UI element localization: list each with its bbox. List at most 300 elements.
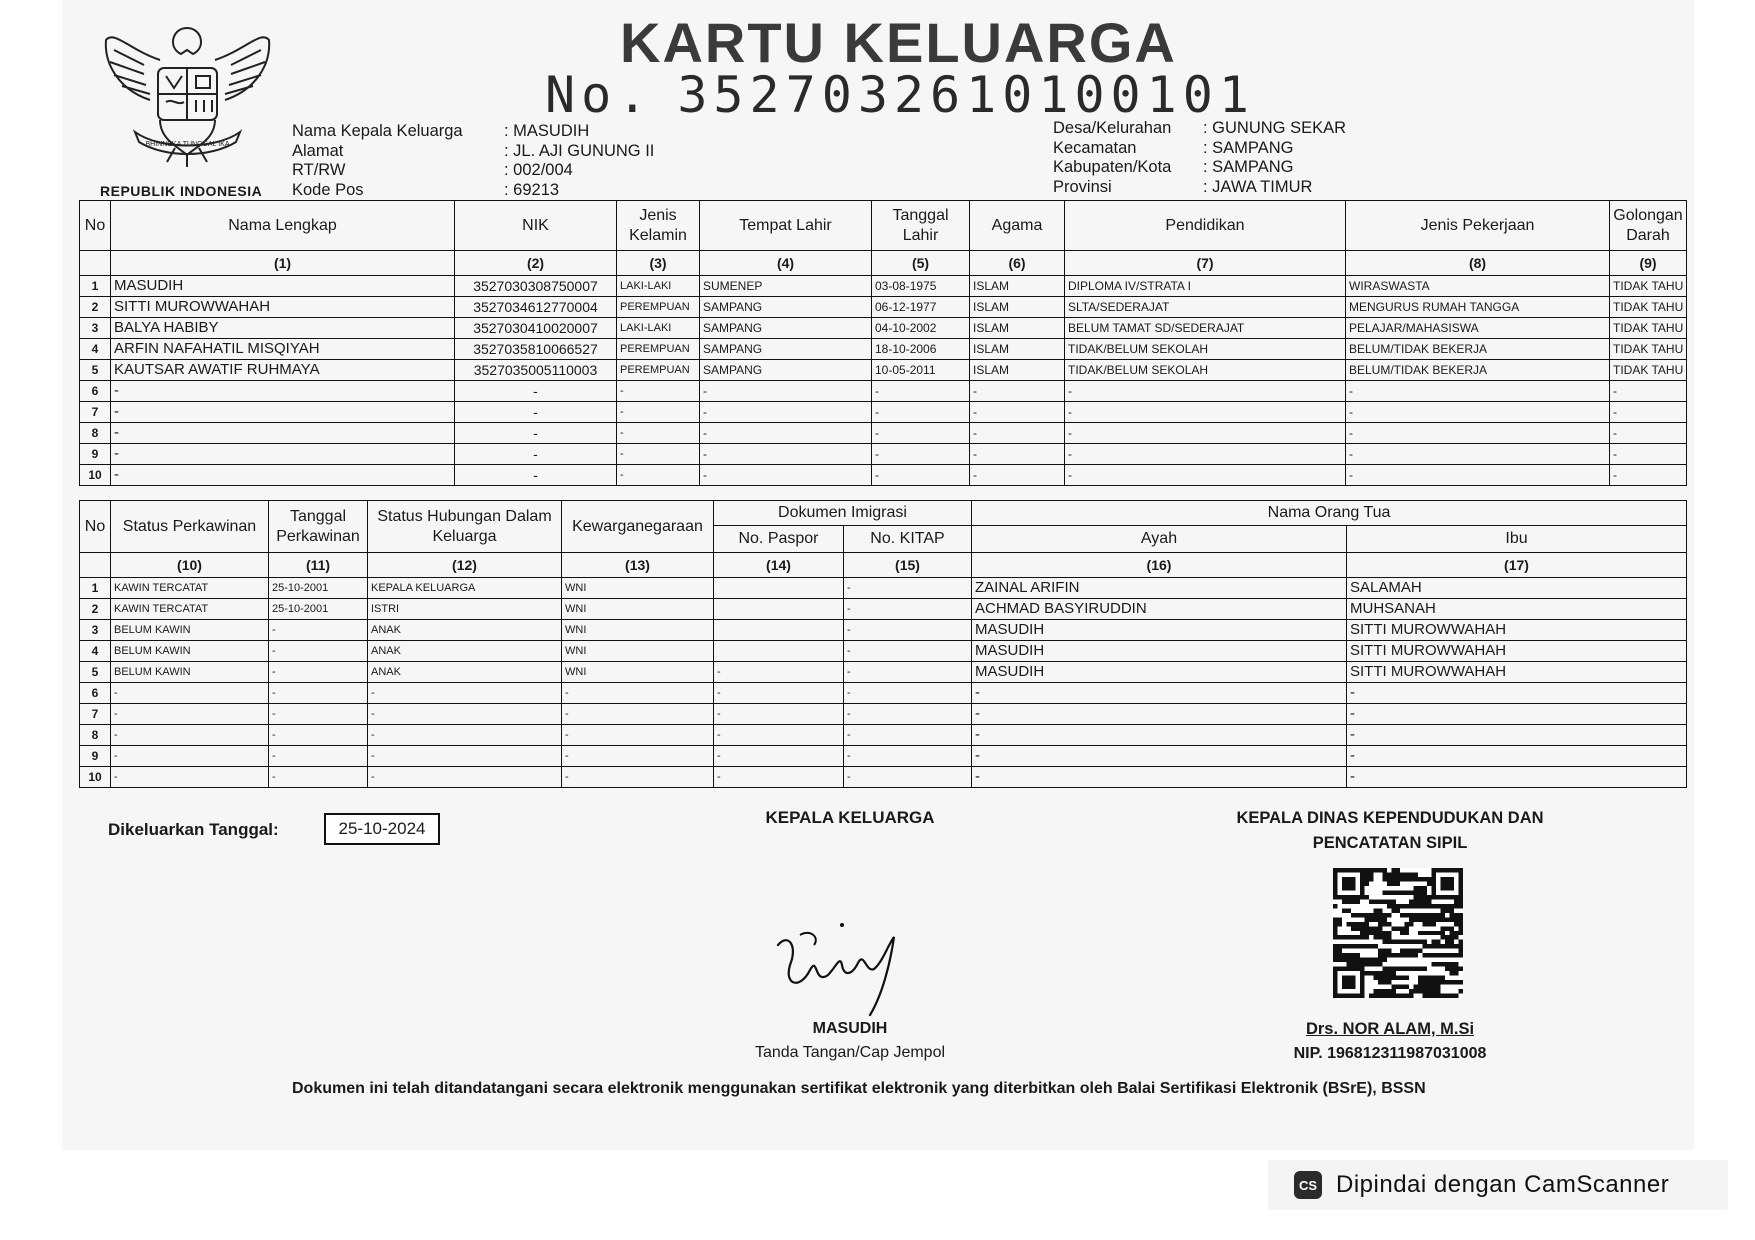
row-number: 3: [80, 620, 111, 641]
table-cell: 18-10-2006: [872, 339, 970, 360]
table-cell: -: [617, 423, 700, 444]
col-index: (16): [972, 553, 1347, 578]
table-cell: -: [562, 725, 714, 746]
col-index: (17): [1347, 553, 1687, 578]
info-value: : MASUDIH: [504, 122, 589, 142]
col-header: Dokumen Imigrasi: [714, 501, 972, 526]
garuda-emblem-icon: [100, 20, 275, 170]
col-header: Tempat Lahir: [700, 201, 872, 251]
table-cell: -: [368, 767, 562, 788]
row-number: 10: [80, 767, 111, 788]
table-cell: TIDAK TAHU: [1610, 276, 1687, 297]
official-title: [1200, 806, 1580, 856]
table-row: [80, 641, 1687, 662]
table-cell: [714, 599, 844, 620]
row-number: 1: [80, 276, 111, 297]
table-cell: DIPLOMA IV/STRATA I: [1065, 276, 1346, 297]
table-cell: -: [269, 746, 368, 767]
table-cell: 3527034612770004: [455, 297, 617, 318]
table-cell: -: [111, 465, 455, 486]
table-cell: -: [714, 725, 844, 746]
family-members-body: [80, 276, 1687, 486]
table-cell: -: [617, 465, 700, 486]
col-index: (10): [111, 553, 269, 578]
camscanner-text: Dipindai dengan CamScanner: [1336, 1171, 1670, 1198]
table-cell: ANAK: [368, 620, 562, 641]
table-cell: -: [455, 465, 617, 486]
row-number: 4: [80, 641, 111, 662]
table-cell: ARFIN NAFAHATIL MISQIYAH: [111, 339, 455, 360]
table-cell: 3527035810066527: [455, 339, 617, 360]
col-index: (5): [872, 251, 970, 276]
table-cell: -: [970, 381, 1065, 402]
row-number: 5: [80, 662, 111, 683]
table-cell: LAKI-LAKI: [617, 276, 700, 297]
table-cell: -: [1347, 767, 1687, 788]
table-cell: SALAMAH: [1347, 578, 1687, 599]
table-cell: -: [269, 620, 368, 641]
table-cell: -: [269, 725, 368, 746]
table-cell: MASUDIH: [111, 276, 455, 297]
col-header: Ayah: [972, 526, 1347, 553]
table-cell: [714, 620, 844, 641]
row-number: 7: [80, 402, 111, 423]
table-cell: -: [714, 746, 844, 767]
table-header-row: [80, 501, 1687, 526]
table-cell: -: [269, 767, 368, 788]
table-row: [80, 704, 1687, 725]
col-index: (12): [368, 553, 562, 578]
col-index: (4): [700, 251, 872, 276]
table-cell: -: [269, 683, 368, 704]
table-cell: -: [562, 683, 714, 704]
info-value: : SAMPANG: [1203, 158, 1293, 178]
table-row: [80, 381, 1687, 402]
table-cell: -: [1065, 402, 1346, 423]
table-row: [80, 339, 1687, 360]
col-index: (1): [111, 251, 455, 276]
table-cell: WNI: [562, 578, 714, 599]
info-value: : GUNUNG SEKAR: [1203, 119, 1346, 139]
table-cell: -: [700, 381, 872, 402]
col-index: (15): [844, 553, 972, 578]
table-cell: -: [617, 381, 700, 402]
table-cell: MASUDIH: [972, 662, 1347, 683]
col-index: (9): [1610, 251, 1687, 276]
row-number: 4: [80, 339, 111, 360]
table-cell: -: [1346, 423, 1610, 444]
table-cell: TIDAK/BELUM SEKOLAH: [1065, 360, 1346, 381]
table-cell: BELUM/TIDAK BEKERJA: [1346, 360, 1610, 381]
table-cell: BELUM KAWIN: [111, 620, 269, 641]
table-cell: -: [1610, 381, 1687, 402]
table-cell: MUHSANAH: [1347, 599, 1687, 620]
info-label: RT/RW: [292, 161, 346, 179]
col-header: Pendidikan: [1065, 201, 1346, 251]
table-cell: ZAINAL ARIFIN: [972, 578, 1347, 599]
table-cell: -: [700, 402, 872, 423]
table-cell: SAMPANG: [700, 297, 872, 318]
official-name: Drs. NOR ALAM, M.Si: [1305, 1020, 1475, 1038]
table-cell: -: [368, 746, 562, 767]
table-cell: 3527035005110003: [455, 360, 617, 381]
table-row: [80, 578, 1687, 599]
table-cell: -: [844, 725, 972, 746]
table-cell: -: [844, 620, 972, 641]
table-cell: -: [269, 662, 368, 683]
table-cell: BELUM KAWIN: [111, 662, 269, 683]
table-cell: -: [562, 746, 714, 767]
table-cell: -: [617, 402, 700, 423]
table-cell: ACHMAD BASYIRUDDIN: [972, 599, 1347, 620]
row-number: 9: [80, 444, 111, 465]
info-row: [1053, 158, 1346, 178]
info-label: Kabupaten/Kota: [1053, 158, 1172, 176]
info-label: Kode Pos: [292, 180, 364, 199]
table-cell: -: [972, 725, 1347, 746]
table-cell: -: [368, 683, 562, 704]
republik-indonesia-label: REPUBLIK INDONESIA: [100, 183, 263, 199]
table-cell: ISLAM: [970, 360, 1065, 381]
kk-number-value: 3527032610100101: [677, 66, 1255, 124]
table-cell: -: [872, 444, 970, 465]
col-index: (2): [455, 251, 617, 276]
table-cell: -: [1346, 444, 1610, 465]
table-cell: -: [844, 641, 972, 662]
col-header: Jenis Kelamin: [617, 201, 700, 251]
table-cell: [714, 578, 844, 599]
table-cell: PEREMPUAN: [617, 297, 700, 318]
table-cell: WNI: [562, 620, 714, 641]
table-cell: KEPALA KELUARGA: [368, 578, 562, 599]
table-cell: -: [111, 767, 269, 788]
table-cell: -: [972, 746, 1347, 767]
table-cell: TIDAK TAHU: [1610, 318, 1687, 339]
table-cell: BELUM KAWIN: [111, 641, 269, 662]
table-cell: -: [844, 767, 972, 788]
table-row: [80, 599, 1687, 620]
col-header: NIK: [455, 201, 617, 251]
table-row: [80, 423, 1687, 444]
table-cell: -: [844, 746, 972, 767]
family-members-table: [79, 200, 1687, 486]
table-cell: -: [1346, 402, 1610, 423]
household-info-left: [292, 122, 654, 200]
table-cell: ANAK: [368, 662, 562, 683]
camscanner-icon: CS: [1294, 1171, 1322, 1199]
table-cell: -: [972, 704, 1347, 725]
col-header: No. KITAP: [844, 526, 972, 553]
table-cell: -: [844, 662, 972, 683]
table-cell: PELAJAR/MAHASISWA: [1346, 318, 1610, 339]
table-cell: 3527030410020007: [455, 318, 617, 339]
table-cell: -: [1346, 465, 1610, 486]
qr-code-icon: [1333, 868, 1463, 998]
table-cell: -: [844, 599, 972, 620]
col-header: No: [80, 501, 111, 553]
table-cell: 3527030308750007: [455, 276, 617, 297]
head-of-family-name: MASUDIH: [812, 1020, 888, 1037]
col-index: (8): [1346, 251, 1610, 276]
table-row: [80, 276, 1687, 297]
col-header: Tanggal Lahir: [872, 201, 970, 251]
info-label: Desa/Kelurahan: [1053, 119, 1172, 137]
table-cell: -: [970, 444, 1065, 465]
info-row: [292, 142, 654, 162]
household-info-right: [1053, 119, 1346, 197]
table-cell: ISLAM: [970, 297, 1065, 318]
table-cell: SAMPANG: [700, 339, 872, 360]
row-number: 6: [80, 381, 111, 402]
table-row: [80, 746, 1687, 767]
table-cell: -: [970, 423, 1065, 444]
camscanner-watermark: [1268, 1160, 1728, 1210]
table-cell: -: [368, 704, 562, 725]
table-cell: -: [872, 402, 970, 423]
table-cell: -: [972, 683, 1347, 704]
table-cell: TIDAK TAHU: [1610, 339, 1687, 360]
table-row: [80, 318, 1687, 339]
table-cell: -: [111, 402, 455, 423]
col-header: Kewarganegaraan: [562, 501, 714, 553]
info-value: : 69213: [504, 181, 559, 201]
table-cell: -: [970, 402, 1065, 423]
table-cell: -: [1065, 444, 1346, 465]
row-number: 2: [80, 297, 111, 318]
table-cell: MENGURUS RUMAH TANGGA: [1346, 297, 1610, 318]
table-cell: 06-12-1977: [872, 297, 970, 318]
col-header: No: [80, 201, 111, 251]
table-row: [80, 465, 1687, 486]
row-number: 8: [80, 423, 111, 444]
col-index: (11): [269, 553, 368, 578]
table-cell: -: [872, 381, 970, 402]
table-cell: ANAK: [368, 641, 562, 662]
info-value: : 002/004: [504, 161, 573, 181]
table-index-row: [80, 251, 1687, 276]
table-cell: TIDAK TAHU: [1610, 360, 1687, 381]
table-cell: ISLAM: [970, 318, 1065, 339]
table-row: [80, 297, 1687, 318]
table-cell: ISTRI: [368, 599, 562, 620]
table-cell: TIDAK/BELUM SEKOLAH: [1065, 339, 1346, 360]
table-cell: -: [111, 746, 269, 767]
table-cell: -: [700, 465, 872, 486]
table-cell: SLTA/SEDERAJAT: [1065, 297, 1346, 318]
row-number: 9: [80, 746, 111, 767]
table-cell: PEREMPUAN: [617, 339, 700, 360]
issued-date-value: 25-10-2024: [324, 813, 440, 845]
info-row: [1053, 139, 1346, 159]
table-cell: -: [455, 444, 617, 465]
table-cell: -: [111, 704, 269, 725]
table-cell: -: [1346, 381, 1610, 402]
table-row: [80, 767, 1687, 788]
table-cell: LAKI-LAKI: [617, 318, 700, 339]
table-cell: ISLAM: [970, 339, 1065, 360]
table-cell: -: [844, 704, 972, 725]
electronic-signature-note: Dokumen ini telah ditandatangani secara elektronik menggunakan sertifikat elektronik yang diterbitkan oleh Balai Sertifikasi Elektronik (BSrE), BSSN: [292, 1080, 1426, 1097]
table-cell: PEREMPUAN: [617, 360, 700, 381]
info-label: Provinsi: [1053, 177, 1112, 196]
kk-number: [545, 66, 1255, 124]
info-row: [292, 122, 654, 142]
table-cell: -: [269, 704, 368, 725]
table-header-row: [80, 201, 1687, 251]
table-cell: 10-05-2011: [872, 360, 970, 381]
table-cell: BELUM TAMAT SD/SEDERAJAT: [1065, 318, 1346, 339]
info-label: Alamat: [292, 141, 344, 160]
table-cell: TIDAK TAHU: [1610, 297, 1687, 318]
table-cell: -: [972, 767, 1347, 788]
table-index-row: [80, 553, 1687, 578]
table-row: [80, 683, 1687, 704]
table-cell: ISLAM: [970, 276, 1065, 297]
table-cell: -: [714, 704, 844, 725]
table-cell: -: [562, 767, 714, 788]
table-cell: -: [1610, 444, 1687, 465]
issued-date-label: Dikeluarkan Tanggal:: [108, 820, 279, 839]
table-cell: -: [714, 662, 844, 683]
table-cell: SITTI MUROWWAHAH: [111, 297, 455, 318]
table-cell: -: [714, 683, 844, 704]
table-cell: KAWIN TERCATAT: [111, 578, 269, 599]
table-cell: -: [269, 641, 368, 662]
row-number: 7: [80, 704, 111, 725]
row-number: 8: [80, 725, 111, 746]
official-title-line: PENCATATAN SIPIL: [1312, 834, 1468, 852]
table-row: [80, 725, 1687, 746]
col-header: Nama Lengkap: [111, 201, 455, 251]
col-index: (14): [714, 553, 844, 578]
table-row: [80, 620, 1687, 641]
table-cell: -: [1347, 746, 1687, 767]
family-status-table: [79, 500, 1687, 788]
col-index: (3): [617, 251, 700, 276]
table-cell: MASUDIH: [972, 641, 1347, 662]
table-cell: -: [368, 725, 562, 746]
table-cell: 04-10-2002: [872, 318, 970, 339]
table-cell: -: [1610, 465, 1687, 486]
official-title-line: KEPALA DINAS KEPENDUDUKAN DAN: [1236, 809, 1544, 827]
col-header: Nama Orang Tua: [972, 501, 1687, 526]
col-index: (6): [970, 251, 1065, 276]
official-nip: NIP. 196812311987031008: [1293, 1045, 1487, 1062]
table-cell: WNI: [562, 599, 714, 620]
info-row: [1053, 119, 1346, 139]
col-header: Tanggal Perkawinan: [269, 501, 368, 553]
info-row: [292, 161, 654, 181]
table-cell: SITTI MUROWWAHAH: [1347, 620, 1687, 641]
table-row: [80, 402, 1687, 423]
table-cell: [714, 641, 844, 662]
table-cell: -: [111, 725, 269, 746]
table-cell: -: [111, 423, 455, 444]
table-cell: -: [1610, 423, 1687, 444]
table-cell: BALYA HABIBY: [111, 318, 455, 339]
col-index: [80, 553, 111, 578]
table-cell: SAMPANG: [700, 318, 872, 339]
table-cell: -: [455, 402, 617, 423]
table-cell: 03-08-1975: [872, 276, 970, 297]
table-cell: -: [700, 423, 872, 444]
table-cell: WNI: [562, 662, 714, 683]
table-cell: -: [700, 444, 872, 465]
table-cell: WNI: [562, 641, 714, 662]
table-cell: -: [872, 465, 970, 486]
table-row: [80, 444, 1687, 465]
signature-label: Tanda Tangan/Cap Jempol: [754, 1044, 946, 1061]
table-cell: -: [111, 444, 455, 465]
table-row: [80, 662, 1687, 683]
col-header: Ibu: [1347, 526, 1687, 553]
table-cell: -: [1347, 704, 1687, 725]
table-cell: -: [1347, 725, 1687, 746]
col-header: Golongan Darah: [1610, 201, 1687, 251]
col-index: [80, 251, 111, 276]
table-cell: -: [1347, 683, 1687, 704]
table-cell: -: [455, 423, 617, 444]
col-index: (13): [562, 553, 714, 578]
col-header: Status Hubungan Dalam Keluarga: [368, 501, 562, 553]
table-cell: -: [111, 381, 455, 402]
table-cell: -: [455, 381, 617, 402]
table-cell: -: [1610, 402, 1687, 423]
row-number: 6: [80, 683, 111, 704]
row-number: 5: [80, 360, 111, 381]
table-cell: -: [617, 444, 700, 465]
info-value: : JL. AJI GUNUNG II: [504, 142, 654, 162]
table-cell: WIRASWASTA: [1346, 276, 1610, 297]
table-cell: -: [111, 683, 269, 704]
info-value: : JAWA TIMUR: [1203, 178, 1312, 198]
table-cell: MASUDIH: [972, 620, 1347, 641]
table-cell: -: [844, 683, 972, 704]
col-index: (7): [1065, 251, 1346, 276]
table-cell: -: [872, 423, 970, 444]
handwritten-signature: [770, 915, 920, 1025]
info-row: [292, 181, 654, 201]
row-number: 10: [80, 465, 111, 486]
table-cell: -: [1065, 381, 1346, 402]
table-cell: -: [714, 767, 844, 788]
table-cell: SUMENEP: [700, 276, 872, 297]
table-cell: -: [1065, 465, 1346, 486]
col-header: No. Paspor: [714, 526, 844, 553]
row-number: 2: [80, 599, 111, 620]
table-cell: 25-10-2001: [269, 578, 368, 599]
table-cell: SITTI MUROWWAHAH: [1347, 662, 1687, 683]
table-cell: KAWIN TERCATAT: [111, 599, 269, 620]
row-number: 1: [80, 578, 111, 599]
info-label: Kecamatan: [1053, 138, 1137, 157]
table-cell: SITTI MUROWWAHAH: [1347, 641, 1687, 662]
info-row: [1053, 178, 1346, 198]
info-value: : SAMPANG: [1203, 139, 1293, 159]
table-cell: 25-10-2001: [269, 599, 368, 620]
family-status-body: [80, 578, 1687, 788]
head-of-family-title: KEPALA KELUARGA: [765, 808, 935, 827]
emblem-motto: BHINNEKA TUNGGAL IKA: [145, 141, 230, 148]
table-cell: -: [844, 578, 972, 599]
table-row: [80, 360, 1687, 381]
info-label: Nama Kepala Keluarga: [292, 122, 463, 140]
table-cell: SAMPANG: [700, 360, 872, 381]
table-cell: -: [1065, 423, 1346, 444]
document-title: KARTU KELUARGA: [620, 11, 1177, 74]
table-cell: BELUM/TIDAK BEKERJA: [1346, 339, 1610, 360]
kk-number-label: No.: [545, 66, 654, 124]
